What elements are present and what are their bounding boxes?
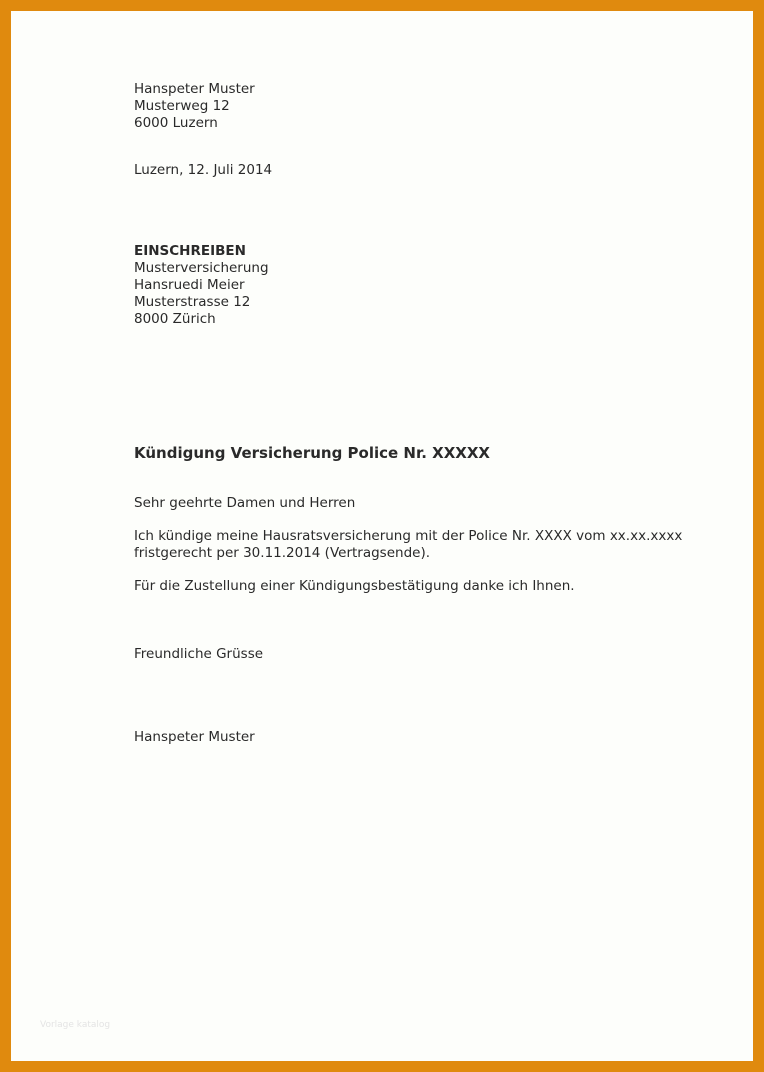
letter-subject: Kündigung Versicherung Police Nr. XXXXX [134, 444, 490, 462]
body-paragraph-1-line-1: Ich kündige meine Hausratsversicherung mit der Police Nr. XXXX vom xx.xx.xxxx [134, 528, 683, 544]
date-line [134, 162, 272, 179]
watermark: Vorlage katalog [40, 1020, 111, 1030]
signature [134, 729, 255, 746]
body-paragraph-1-line-2: fristgerecht per 30.11.2014 (Vertragsende). [134, 545, 431, 561]
sender-address [134, 81, 255, 132]
body-paragraph-2-text: Für die Zustellung einer Kündigungsbestätigung danke ich Ihnen. [134, 578, 575, 594]
recipient-address [134, 243, 269, 328]
letter-page [11, 11, 753, 1061]
closing-text: Freundliche Grüsse [134, 646, 264, 662]
sender-street: Musterweg 12 [134, 98, 230, 114]
letter-date: Luzern, 12. Juli 2014 [134, 162, 273, 178]
signature-name: Hanspeter Muster [134, 729, 255, 745]
sender-name: Hanspeter Muster [134, 81, 255, 97]
sender-city: 6000 Luzern [134, 115, 218, 131]
body-paragraph-1 [134, 528, 682, 562]
recipient-street: Musterstrasse 12 [134, 294, 251, 310]
closing [134, 646, 263, 663]
delivery-type: EINSCHREIBEN [134, 243, 246, 259]
salutation-text: Sehr geehrte Damen und Herren [134, 495, 356, 511]
body-paragraph-2 [134, 578, 575, 595]
recipient-contact: Hansruedi Meier [134, 277, 245, 293]
recipient-city: 8000 Zürich [134, 311, 216, 327]
recipient-company: Musterversicherung [134, 260, 269, 276]
salutation [134, 495, 355, 512]
